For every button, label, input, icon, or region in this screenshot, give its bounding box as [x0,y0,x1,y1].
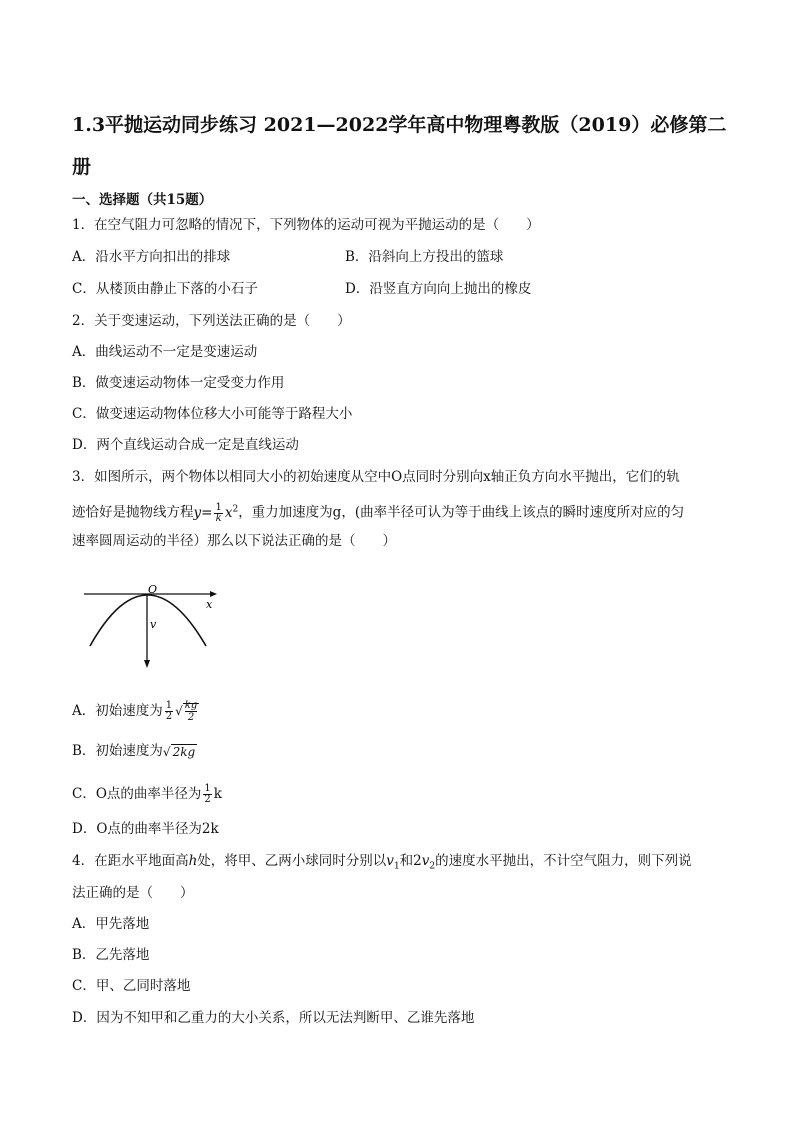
q4-line1-mid2: 和 [399,853,414,869]
q3-c-fraction [203,784,211,805]
q3-option-a [72,700,199,723]
q1-stem: 1．在空气阻力可忽略的情况下，下列物体的运动可视为平抛运动的是（ ） [72,217,540,233]
velocity-label: v [150,618,157,631]
q4-v1: v [386,853,394,869]
q4-h: h [188,853,198,869]
q4-line1-pre: 4．在距水平地面高 [72,853,189,869]
x-axis-arrow [210,591,217,597]
q4-stem-line2: 法正确的是（ ） [72,885,194,901]
q1-option-d: D．沿竖直方向向上抛出的橡皮 [345,281,532,297]
q3-a-sqrt: √ $\frac{kg}{2}$ [175,700,198,723]
q3-c-frac-den: 2 [204,794,211,805]
q3-c-text: C．O点的曲率半径为 [72,786,202,802]
velocity-arrow [144,660,150,668]
q3-line2-post: ，重力加速度为g，(曲率半径可认为等于曲线上该点的瞬时速度所对应的匀 [238,504,685,521]
q3-a-text: A．初始速度为 [72,703,163,719]
eq-x: x [224,504,233,521]
q3-c-frac-num: 1 [204,783,211,794]
q2-option-d: D．两个直线运动合成一定是直线运动 [72,437,299,453]
eq-fraction [214,503,222,524]
q1-option-b: B．沿斜向上方投出的篮球 [345,249,504,265]
q4-v2-sub: 2 [429,861,436,872]
q3-option-c [72,784,222,805]
q2-option-c: C．做变速运动物体位移大小可能等于路程大小 [72,406,353,422]
q1-option-c: C．从楼顶由静止下落的小石子 [72,281,258,297]
q3-b-sqrt: √ 2kg [162,744,196,759]
q1-option-a: A．沿水平方向扣出的排球 [72,249,231,265]
parabola-equation [193,501,239,524]
q4-option-d: D．因为不知甲和乙重力的大小关系，所以无法判断甲、乙谁先落地 [72,1010,475,1026]
origin-label: O [148,584,158,596]
q3-stem-line3: 速率圆周运动的半径）那么以下说法正确的是（ ） [72,533,396,549]
q3-a-fraction [165,701,173,722]
q3-a-frac-den: 2 [165,711,173,722]
q3-line2-pre: 迹恰好是抛物线方程 [72,504,194,521]
q3-b-sqrt-content: 2kg [172,744,196,759]
q4-v1-sub: 1 [393,861,400,872]
q3-a-sqrt-den: 2 [187,712,195,723]
eq-frac-num: 1 [215,501,222,513]
section-heading: 一、选择题（共15题） [72,192,213,208]
x-axis-label: x [206,598,213,611]
q3-option-d: D．O点的曲率半径为2k [72,821,219,837]
q4-option-b: B．乙先落地 [72,947,150,963]
eq-equals: = [201,504,213,521]
q2-stem: 2．关于变速运动，下列送法正确的是（ ） [72,313,351,329]
q3-stem-line2 [72,500,684,524]
q3-a-sqrt-num: kg [184,700,198,711]
q3-option-b [72,742,197,761]
q4-stem-line1 [72,852,692,876]
document-title: 1.3平抛运动同步练习 2021—2022学年高中物理粤教版（2019）必修第二册 [72,114,727,178]
q4-line1-mid1: 处，将甲、乙两小球同时分别以 [197,853,387,869]
eq-frac-den: k [215,512,222,524]
q2-option-a: A．曲线运动不一定是变速运动 [72,344,258,360]
q3-c-suffix: k [213,786,222,802]
q3-stem-line1: 3．如图所示，两个物体以相同大小的初始速度从空中O点同时分别向x轴正负方向水平抛出，它们的轨 [72,469,680,485]
q4-v2: v [421,853,430,869]
q3-b-text: B．初始速度为 [72,743,163,759]
q4-v2-coef: 2 [413,853,422,869]
q2-option-b: B．做变速运动物体一定受变力作用 [72,375,285,391]
eq-exp: 2 [232,504,239,514]
eq-y: y [193,504,202,521]
q4-option-c: C．甲、乙同时落地 [72,978,191,994]
parabola-curve [90,595,206,646]
q4-option-a: A．甲先落地 [72,916,150,932]
q4-line1-post: 的速度水平抛出，不计空气阻力，则下列说 [435,853,692,869]
q3-a-frac-num: 1 [165,700,173,711]
parabola-diagram [80,584,230,670]
